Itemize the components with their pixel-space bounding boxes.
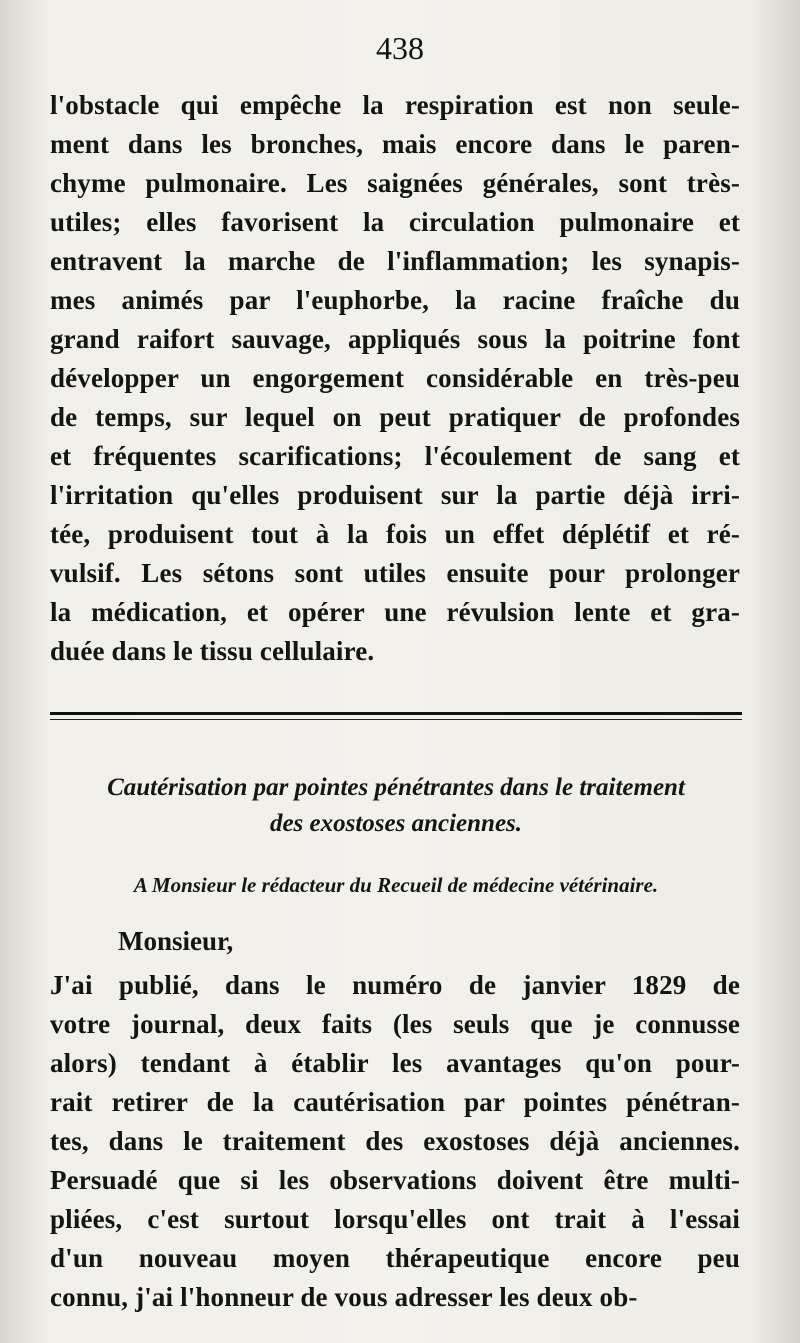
text-line: d'un nouveau moyen thérapeutique encore peu bbox=[50, 1243, 740, 1273]
text-line: entravent la marche de l'inflammation; les synapis- bbox=[50, 246, 740, 276]
section-divider-thick bbox=[50, 712, 742, 715]
text-line: l'irritation qu'elles produisent sur la partie déjà irri- bbox=[50, 480, 740, 510]
text-line: développer un engorgement considérable en très-peu bbox=[50, 363, 740, 393]
text-line: chyme pulmonaire. Les saignées générales, sont très- bbox=[50, 168, 740, 198]
text-line: ment dans les bronches, mais encore dans le paren- bbox=[50, 129, 740, 159]
paragraph-respiration-treatment bbox=[50, 86, 740, 671]
text-line: tes, dans le traitement des exostoses déjà anciennes. bbox=[50, 1126, 740, 1156]
text-line: mes animés par l'euphorbe, la racine fraîche du bbox=[50, 285, 740, 315]
salutation: Monsieur, bbox=[118, 926, 234, 956]
addressee-line: A Monsieur le rédacteur du Recueil de médecine vétérinaire. bbox=[133, 873, 659, 897]
text-line: connu, j'ai l'honneur de vous adresser les deux ob- bbox=[50, 1282, 638, 1312]
text-line: votre journal, deux faits (les seuls que je connusse bbox=[50, 1009, 740, 1039]
text-line: rait retirer de la cautérisation par pointes pénétran- bbox=[50, 1087, 740, 1117]
text-line: grand raifort sauvage, appliqués sous la poitrine font bbox=[50, 324, 740, 354]
text-line: vulsif. Les sétons sont utiles ensuite pour prolonger bbox=[50, 558, 740, 588]
text-line: duée dans le tissu cellulaire. bbox=[50, 636, 375, 666]
text-line: Persuadé que si les observations doivent être multi- bbox=[50, 1165, 740, 1195]
title-line: Cautérisation par pointes pénétrantes dans le traitement bbox=[107, 774, 685, 801]
page-number: 438 bbox=[376, 30, 424, 66]
paragraph-letter-intro bbox=[50, 966, 740, 1317]
title-line: des exostoses anciennes. bbox=[269, 810, 523, 837]
text-line: alors) tendant à établir les avantages qu'on pour- bbox=[50, 1048, 740, 1078]
text-line: utiles; elles favorisent la circulation pulmonaire et bbox=[50, 207, 740, 237]
article-title bbox=[50, 770, 742, 842]
text-line: J'ai publié, dans le numéro de janvier 1829 de bbox=[50, 970, 740, 1000]
text-line: l'obstacle qui empêche la respiration est non seule- bbox=[50, 90, 740, 120]
section-divider-thin bbox=[50, 719, 742, 720]
text-line: la médication, et opérer une révulsion lente et gra- bbox=[50, 597, 740, 627]
text-line: pliées, c'est surtout lorsqu'elles ont trait à l'essai bbox=[50, 1204, 740, 1234]
text-line: et fréquentes scarifications; l'écoulement de sang et bbox=[50, 441, 740, 471]
text-line: de temps, sur lequel on peut pratiquer de profondes bbox=[50, 402, 740, 432]
text-line: tée, produisent tout à la fois un effet déplétif et ré- bbox=[50, 519, 740, 549]
